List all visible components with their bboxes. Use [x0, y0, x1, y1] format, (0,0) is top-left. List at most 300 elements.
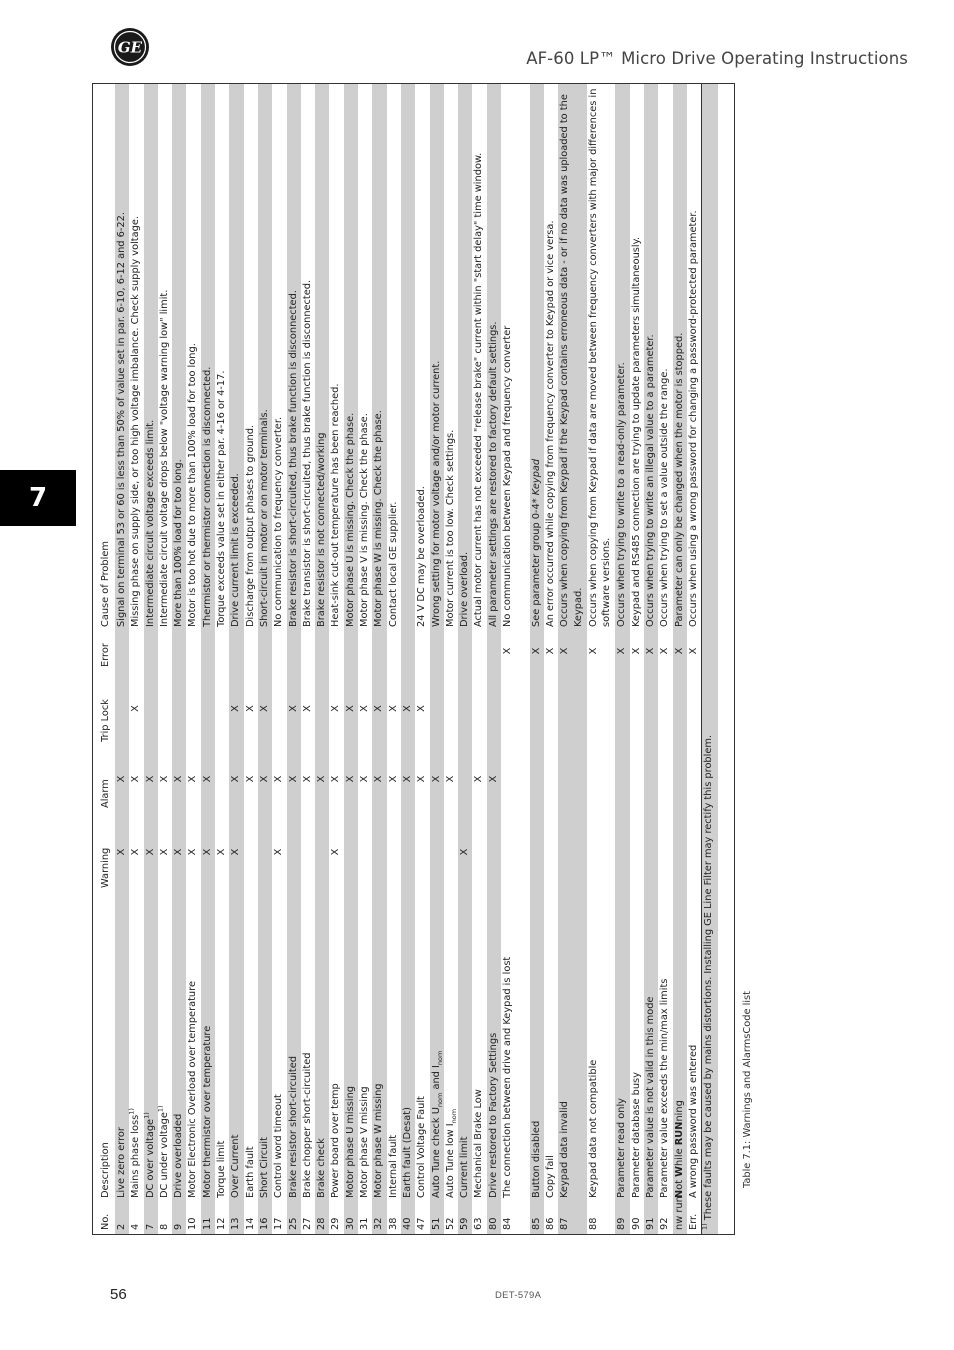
cell-description — [158, 892, 172, 1202]
cell-error — [229, 631, 243, 671]
table-row — [201, 84, 215, 1234]
footnote-ref: 1) — [142, 1112, 151, 1119]
cell-trip — [687, 671, 702, 746]
cell-warning — [558, 812, 587, 892]
cell-description — [487, 892, 501, 1202]
description-part: ning — [673, 1100, 685, 1122]
table-caption-anchor — [742, 991, 753, 1198]
cell-alarm — [558, 746, 587, 812]
cell-trip — [587, 671, 616, 746]
description-text: Earth fault (Desat) — [401, 1107, 413, 1198]
cell-error — [430, 631, 444, 671]
cell-alarm: X — [201, 746, 215, 812]
cell-warning — [415, 812, 429, 892]
cell-no: 8 — [158, 1202, 172, 1234]
cause-text: Occurs when copying from Keypad if the Keypad contains erroneous data - or if no data was uploaded to the Keypad. — [559, 94, 584, 627]
cell-cause — [229, 84, 243, 631]
cell-alarm: X — [144, 746, 158, 812]
cause-text: Keypad and RS485 connection are trying to update parameters simultaneously. — [630, 236, 642, 627]
description-text: Torque limit — [216, 1140, 228, 1198]
cell-trip: X — [287, 671, 301, 746]
cell-cause — [401, 84, 415, 631]
cell-no: 40 — [401, 1202, 415, 1234]
cell-trip — [530, 671, 544, 746]
cell-no: 90 — [630, 1202, 644, 1234]
cell-alarm: X — [358, 746, 372, 812]
table-row — [387, 84, 401, 1234]
cell-warning — [544, 812, 558, 892]
description-text: Control Voltage Fault — [416, 1096, 428, 1198]
cell-cause — [172, 84, 186, 631]
cause-text: Signal on terminal 53 or 60 is less than 50% of value set in par. 6-10, 6-12 and 6-22. — [116, 212, 127, 627]
page-number: 56 — [110, 1286, 127, 1303]
cell-trip: X — [329, 671, 343, 746]
table-row — [687, 84, 702, 1234]
ge-logo — [110, 27, 150, 67]
description-text: Mechanical Brake Low — [473, 1089, 485, 1198]
cell-alarm: X — [401, 746, 415, 812]
table-row — [115, 84, 129, 1234]
cell-no: 89 — [615, 1202, 629, 1234]
cell-cause — [501, 84, 530, 631]
cell-error — [287, 631, 301, 671]
cell-alarm: X — [244, 746, 258, 812]
cell-warning — [644, 812, 658, 892]
cell-warning — [673, 812, 687, 892]
cell-alarm: X — [415, 746, 429, 812]
cell-trip — [615, 671, 629, 746]
cause-text: Occurs when using a wrong password for changing a password-protected parameter. — [687, 210, 699, 627]
cell-error — [315, 631, 329, 671]
cell-warning — [430, 812, 444, 892]
cause-text: Motor phase U is missing. Check the phase. — [344, 412, 356, 627]
cell-description — [644, 892, 658, 1202]
description-text: Parameter read only — [616, 1098, 628, 1198]
col-header-trip-lock: Trip Lock — [100, 699, 112, 742]
cell-trip: X — [344, 671, 358, 746]
description-text: Internal fault — [387, 1134, 399, 1198]
cell-description — [144, 892, 158, 1202]
cell-description — [301, 892, 315, 1202]
cell-trip — [186, 671, 200, 746]
cell-alarm: X — [272, 746, 286, 812]
cell-warning — [372, 812, 386, 892]
cell-cause — [358, 84, 372, 631]
footnote-row — [702, 84, 719, 1234]
cell-description — [544, 892, 558, 1202]
cell-cause — [387, 84, 401, 631]
table-row — [544, 84, 558, 1234]
table-row — [287, 84, 301, 1234]
cell-cause — [587, 84, 616, 631]
description-text: Keypad data invalid — [559, 1101, 571, 1198]
cell-alarm: X — [287, 746, 301, 812]
cell-warning: X — [229, 812, 243, 892]
cell-error — [401, 631, 415, 671]
cell-cause — [201, 84, 215, 631]
cell-trip — [630, 671, 644, 746]
cell-description — [615, 892, 629, 1202]
cell-description — [358, 892, 372, 1202]
cell-trip — [172, 671, 186, 746]
cell-description — [630, 892, 644, 1202]
cause-text: Brake resistor is short-circuited, thus brake function is disconnected. — [287, 290, 299, 627]
cell-error: X — [558, 631, 587, 671]
cell-error — [201, 631, 215, 671]
cell-cause — [186, 84, 200, 631]
cell-no: 14 — [244, 1202, 258, 1234]
cell-no: 11 — [201, 1202, 215, 1234]
cell-error — [215, 631, 229, 671]
cell-cause — [444, 84, 458, 631]
description-text: Brake resistor short-circuited — [287, 1055, 299, 1198]
footnote — [702, 84, 719, 1234]
cell-error: X — [644, 631, 658, 671]
description-text: DC over voltage — [144, 1118, 156, 1198]
cause-text: Motor is too hot due to more than 100% load for too long. — [187, 343, 199, 627]
cell-alarm: X — [444, 746, 458, 812]
cell-error — [115, 631, 129, 671]
cell-alarm — [501, 746, 530, 812]
cell-trip — [430, 671, 444, 746]
cell-trip — [644, 671, 658, 746]
cell-warning: X — [158, 812, 172, 892]
cell-warning — [501, 812, 530, 892]
cell-warning — [658, 812, 672, 892]
cell-no: 7 — [144, 1202, 158, 1234]
cell-no: Err. — [687, 1202, 702, 1234]
description-part: hile — [673, 1145, 685, 1167]
table-row — [129, 84, 143, 1234]
cell-error — [186, 631, 200, 671]
description-text: Motor Electronic Overload over temperature — [187, 981, 199, 1198]
subscript: nom — [435, 1092, 444, 1108]
cell-description — [201, 892, 215, 1202]
cause-text: No communication between Keypad and frequency converter — [502, 325, 514, 627]
description-text: A wrong password was entered — [687, 1044, 699, 1198]
cell-no: 80 — [487, 1202, 501, 1234]
cell-description — [244, 892, 258, 1202]
subscript: nom — [435, 1050, 444, 1066]
cause-text: Short-circuit in motor or on motor terminals. — [258, 409, 270, 627]
table-row — [587, 84, 616, 1234]
table-row — [258, 84, 272, 1234]
cell-cause — [530, 84, 544, 631]
cell-trip — [673, 671, 687, 746]
table-row — [487, 84, 501, 1234]
cell-alarm — [587, 746, 616, 812]
cell-alarm — [544, 746, 558, 812]
cell-description — [315, 892, 329, 1202]
cell-trip: X — [229, 671, 243, 746]
table-row — [172, 84, 186, 1234]
cell-cause — [258, 84, 272, 631]
cell-description — [387, 892, 401, 1202]
cell-trip — [115, 671, 129, 746]
cell-description — [272, 892, 286, 1202]
cause-text: Brake transistor is short-circuited, thus brake function is disconnected. — [301, 279, 313, 627]
cause-text: Brake resistor is not connected/working — [316, 432, 328, 627]
cell-warning — [358, 812, 372, 892]
ge-logo-text: GE — [117, 38, 143, 57]
cell-alarm — [687, 746, 702, 812]
cell-trip: X — [372, 671, 386, 746]
cause-text: Occurs when copying from Keypad if data are moved between frequency converters with major differences in software versions. — [587, 88, 613, 627]
cell-alarm — [644, 746, 658, 812]
cell-error — [329, 631, 343, 671]
cause-text: Contact local GE supplier. — [387, 501, 399, 627]
cell-error — [158, 631, 172, 671]
cell-warning: X — [272, 812, 286, 892]
document-code: DET-579A — [495, 1290, 542, 1301]
description-text: Drive restored to Factory Settings — [487, 1032, 499, 1198]
description-text: Drive overloaded — [173, 1113, 185, 1198]
cell-alarm: X — [487, 746, 501, 812]
cell-description — [215, 892, 229, 1202]
cell-description — [401, 892, 415, 1202]
cell-warning: X — [186, 812, 200, 892]
cell-trip — [472, 671, 486, 746]
description-text: Parameter value is not valid in this mode — [644, 996, 656, 1198]
cell-error — [144, 631, 158, 671]
cell-description — [673, 892, 687, 1202]
cell-description — [172, 892, 186, 1202]
cell-no: 84 — [501, 1202, 530, 1234]
cause-text: Heat-sink cut-out temperature has been reached. — [330, 383, 342, 627]
cell-trip: X — [387, 671, 401, 746]
cell-error: X — [530, 631, 544, 671]
cell-warning — [587, 812, 616, 892]
cell-description — [186, 892, 200, 1202]
cell-cause — [301, 84, 315, 631]
cell-warning — [401, 812, 415, 892]
cell-no: 10 — [186, 1202, 200, 1234]
cell-description — [115, 892, 129, 1202]
description-part: ot — [673, 1176, 685, 1190]
cell-description — [687, 892, 702, 1202]
table-row — [372, 84, 386, 1234]
cell-trip: X — [244, 671, 258, 746]
description-text: Parameter value exceeds the min/max limits — [659, 978, 671, 1198]
description-text: The connection between drive and Keypad is lost — [502, 956, 514, 1198]
cell-no: 25 — [287, 1202, 301, 1234]
table-row — [144, 84, 158, 1234]
table-row — [329, 84, 343, 1234]
cell-alarm: X — [229, 746, 243, 812]
cell-alarm — [658, 746, 672, 812]
cell-error — [258, 631, 272, 671]
cell-error: X — [673, 631, 687, 671]
table-row — [244, 84, 258, 1234]
cell-description — [444, 892, 458, 1202]
col-header-error: Error — [100, 643, 112, 667]
cell-error — [272, 631, 286, 671]
cell-no: 86 — [544, 1202, 558, 1234]
description-text: Current limit — [459, 1136, 471, 1198]
description-text: Button disabled — [530, 1120, 542, 1198]
cell-description — [229, 892, 243, 1202]
cell-description — [372, 892, 386, 1202]
cause-text: An error occurred while copying from frequency converter to Keypad or vice versa. — [544, 220, 556, 627]
cause-text: Actual motor current has not exceeded "release brake" current within "start delay" time window. — [473, 152, 485, 627]
description-text: Power board over temp — [330, 1083, 342, 1198]
cell-alarm: X — [129, 746, 143, 812]
cause-text: Discharge from output phases to ground. — [244, 424, 256, 627]
cell-cause — [215, 84, 229, 631]
col-header-warning: Warning — [100, 847, 112, 888]
cell-no: 2 — [115, 1202, 129, 1234]
cell-cause — [458, 84, 472, 631]
description-text: Short Circuit — [258, 1137, 270, 1198]
cell-cause — [272, 84, 286, 631]
cell-cause — [658, 84, 672, 631]
cell-warning — [472, 812, 486, 892]
description-text: Over Current — [230, 1134, 242, 1198]
cell-error: X — [587, 631, 616, 671]
cell-warning — [487, 812, 501, 892]
cause-text: No communication to frequency converter. — [273, 416, 285, 627]
table-row — [458, 84, 472, 1234]
description-text: Motor phase V missing — [359, 1086, 371, 1198]
description-part: W — [673, 1166, 685, 1177]
cause-text: All parameter settings are restored to factory default settings. — [487, 321, 499, 627]
cell-no: 51 — [430, 1202, 444, 1234]
table-row — [558, 84, 587, 1234]
document-title: AF-60 LP™ Micro Drive Operating Instructions — [526, 49, 908, 68]
cell-trip — [444, 671, 458, 746]
cause-text: Occurs when trying to write an illegal value to a parameter. — [644, 334, 656, 627]
cause-text: Occurs when trying to write to a read-only parameter. — [616, 362, 628, 627]
description-text: Motor phase W missing — [373, 1083, 385, 1198]
table-row — [430, 84, 444, 1234]
cell-trip — [144, 671, 158, 746]
cell-trip — [201, 671, 215, 746]
cell-warning: X — [458, 812, 472, 892]
cell-error — [301, 631, 315, 671]
cause-text: Intermediate circuit voltage exceeds limit. — [144, 419, 156, 627]
cell-warning — [315, 812, 329, 892]
cause-text: Wrong setting for motor voltage and/or motor current. — [430, 360, 442, 627]
cell-error — [472, 631, 486, 671]
cell-trip: X — [401, 671, 415, 746]
cell-no: 59 — [458, 1202, 472, 1234]
subscript: nom — [449, 1108, 458, 1124]
cell-description — [530, 892, 544, 1202]
table-row — [272, 84, 286, 1234]
cell-cause — [472, 84, 486, 631]
cell-error: X — [615, 631, 629, 671]
cell-warning — [444, 812, 458, 892]
cell-trip — [558, 671, 587, 746]
cell-warning — [344, 812, 358, 892]
cell-error — [358, 631, 372, 671]
table-row — [229, 84, 243, 1234]
cell-no: 16 — [258, 1202, 272, 1234]
cell-cause — [673, 84, 687, 631]
cell-no: 52 — [444, 1202, 458, 1234]
cell-trip: X — [301, 671, 315, 746]
cell-alarm: X — [372, 746, 386, 812]
cell-alarm: X — [301, 746, 315, 812]
table-row — [530, 84, 544, 1234]
cell-alarm: X — [186, 746, 200, 812]
table-row — [673, 84, 687, 1234]
cell-alarm — [215, 746, 229, 812]
cell-warning: X — [129, 812, 143, 892]
cell-no: 88 — [587, 1202, 616, 1234]
description-text: Mains phase loss — [130, 1114, 142, 1198]
cause-text: More than 100% load for too long. — [173, 459, 185, 627]
cell-alarm: X — [158, 746, 172, 812]
table-row — [444, 84, 458, 1234]
cell-alarm: X — [430, 746, 444, 812]
cause-text: Motor current is too low. Check settings. — [444, 429, 456, 627]
cell-warning — [530, 812, 544, 892]
cell-no: 13 — [229, 1202, 243, 1234]
cell-alarm: X — [258, 746, 272, 812]
cell-warning: X — [144, 812, 158, 892]
cause-text: Occurs when trying to set a value outside the range. — [659, 368, 671, 627]
cell-cause — [315, 84, 329, 631]
cell-warning: X — [215, 812, 229, 892]
cause-text-italic: Keypad — [530, 458, 542, 496]
cell-no: 91 — [644, 1202, 658, 1234]
cell-warning — [387, 812, 401, 892]
cell-description — [430, 892, 444, 1202]
cell-cause — [430, 84, 444, 631]
cell-no: 63 — [472, 1202, 486, 1234]
footnote-ref: 1) — [128, 1108, 137, 1115]
cell-cause — [644, 84, 658, 631]
cell-no: nw run — [673, 1202, 687, 1234]
cell-error: X — [544, 631, 558, 671]
cell-description — [558, 892, 587, 1202]
cell-trip — [215, 671, 229, 746]
cell-warning: X — [115, 812, 129, 892]
cell-warning — [615, 812, 629, 892]
footnote-text: These faults may be caused by mains distortions. Installing GE Line Filter may rectify this problem. — [703, 734, 715, 1221]
cell-cause — [244, 84, 258, 631]
cell-warning: X — [329, 812, 343, 892]
cell-description — [587, 892, 616, 1202]
cell-alarm — [630, 746, 644, 812]
cell-error — [372, 631, 386, 671]
description-text: Motor thermistor over temperature — [201, 1025, 213, 1198]
description-text: Auto Tune low I — [444, 1123, 456, 1198]
cause-text: 24 V DC may be overloaded. — [416, 486, 428, 627]
cell-description — [458, 892, 472, 1202]
description-text: Copy fail — [544, 1155, 556, 1198]
description-text: Brake check — [316, 1138, 328, 1198]
cell-cause — [144, 84, 158, 631]
cell-trip — [501, 671, 530, 746]
chapter-tab: 7 — [0, 470, 76, 526]
cell-warning — [630, 812, 644, 892]
cell-error — [487, 631, 501, 671]
description-text: Live zero error — [116, 1127, 127, 1198]
cell-alarm: X — [329, 746, 343, 812]
cell-cause — [558, 84, 587, 631]
cell-no: 85 — [530, 1202, 544, 1234]
table-row — [501, 84, 530, 1234]
cell-cause — [344, 84, 358, 631]
cell-cause — [544, 84, 558, 631]
cell-warning — [244, 812, 258, 892]
description-text: Auto Tune check U — [430, 1107, 442, 1198]
description-text: DC under voltage — [158, 1112, 170, 1198]
cell-alarm: X — [472, 746, 486, 812]
description-part: RUN — [673, 1121, 685, 1146]
